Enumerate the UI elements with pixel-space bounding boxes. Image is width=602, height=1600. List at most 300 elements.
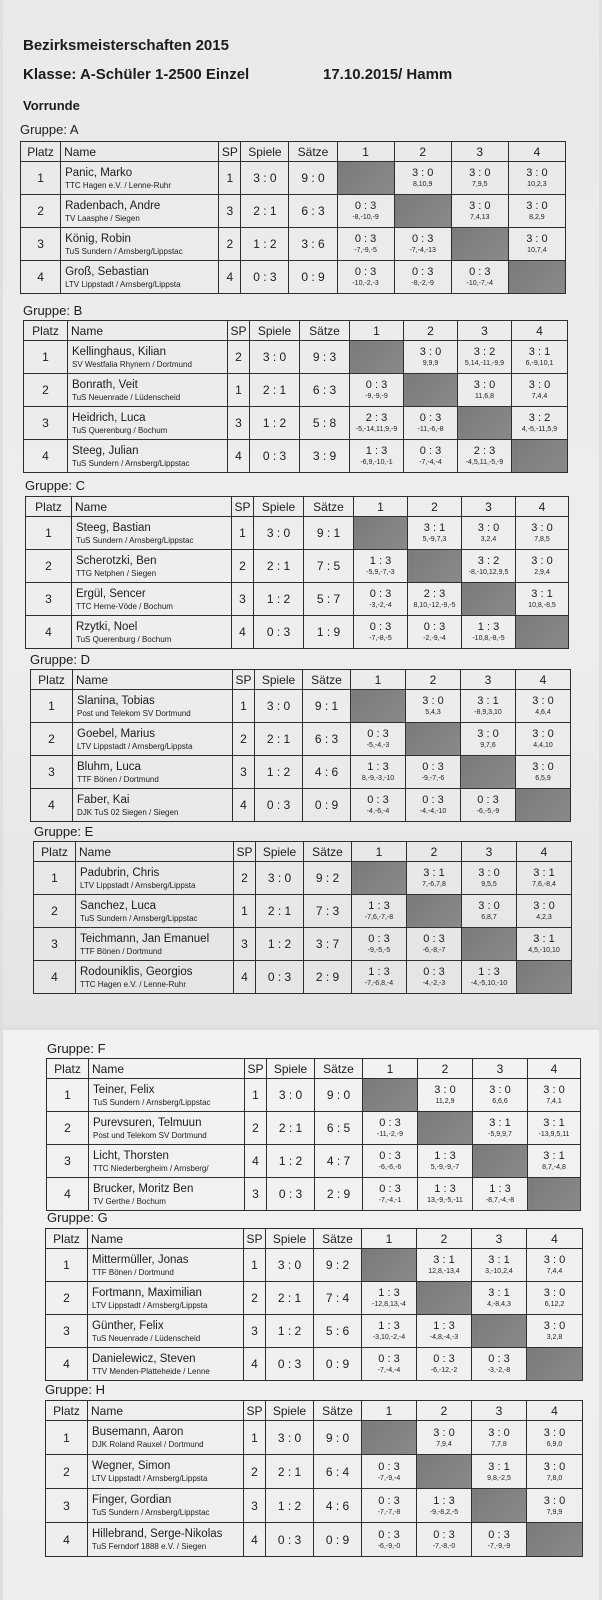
blocked-cell	[472, 1489, 527, 1523]
player-row	[24, 440, 568, 473]
player-name: Panic, Marko	[65, 166, 133, 179]
player-name: Padubrin, Chris	[80, 866, 160, 879]
match-set-details: -5,9,9,7	[488, 1131, 512, 1138]
col-spiele-header: Spiele	[256, 842, 304, 862]
platz-cell: 2	[34, 895, 76, 928]
games-cell: 3 : 0	[256, 862, 304, 895]
match-result-cell	[451, 195, 508, 228]
table-header-row	[21, 142, 566, 162]
col-platz-header: Platz	[46, 1229, 88, 1249]
platz-cell: 4	[24, 440, 68, 473]
match-set-details: 3,-10,2,4	[485, 1268, 513, 1275]
match-score: 2 : 3	[365, 412, 388, 424]
sets-cell: 6 : 3	[300, 374, 350, 407]
match-score: 0 : 3	[369, 588, 392, 600]
match-set-details: -9,-9,-9	[365, 393, 388, 400]
match-result-cell	[352, 895, 407, 928]
name-cell	[73, 723, 233, 756]
match-score: 0 : 3	[433, 1353, 455, 1365]
match-set-details: 10,7,4	[527, 247, 547, 254]
match-result-cell	[354, 583, 408, 616]
match-result-cell	[351, 789, 406, 822]
match-result-cell	[527, 1249, 583, 1282]
platz-cell: 4	[34, 961, 76, 994]
match-result-cell	[404, 440, 458, 473]
match-set-details: 7,4,1	[546, 1098, 562, 1105]
match-result-cell	[512, 341, 568, 374]
player-club: TuS Querenburg / Bochum	[76, 634, 172, 644]
name-cell	[88, 1523, 244, 1557]
player-row	[21, 261, 566, 294]
col-4-header: 4	[516, 670, 571, 690]
player-row	[31, 789, 571, 822]
platz-cell: 1	[47, 1079, 89, 1112]
player-row	[46, 1421, 583, 1455]
match-set-details: -3,10,-2,-4	[372, 1334, 406, 1341]
platz-cell: 4	[46, 1348, 88, 1381]
col-saetze-header: Sätze	[304, 497, 354, 517]
col-platz-header: Platz	[34, 842, 76, 862]
seed-cell: 1	[219, 162, 241, 195]
seed-cell: 2	[244, 1282, 266, 1315]
match-score: 3 : 0	[478, 900, 500, 912]
player-club: TV Gerthe / Bochum	[93, 1196, 166, 1206]
platz-cell: 1	[46, 1421, 88, 1455]
col-4-header: 4	[528, 1059, 581, 1079]
match-result-cell	[407, 862, 462, 895]
col-4-header: 4	[512, 321, 568, 341]
seed-cell: 3	[244, 1489, 266, 1523]
blocked-cell	[508, 261, 565, 294]
blocked-cell	[407, 895, 462, 928]
match-set-details: -7,-9,-5	[354, 247, 377, 254]
sets-cell: 3 : 6	[289, 228, 337, 261]
match-set-details: -4,-2,-3	[422, 980, 446, 987]
match-result-cell	[362, 1348, 417, 1381]
col-name-header: Name	[76, 842, 234, 862]
match-result-cell	[458, 440, 512, 473]
col-3-header: 3	[462, 842, 517, 862]
match-result-cell	[417, 1523, 472, 1557]
player-name: Steeg, Bastian	[76, 521, 151, 534]
match-result-cell	[461, 789, 516, 822]
player-name: Kellinghaus, Kilian	[72, 345, 166, 358]
player-row	[47, 1178, 581, 1211]
platz-cell: 2	[46, 1282, 88, 1315]
group-table	[45, 1400, 583, 1557]
seed-cell: 2	[245, 1112, 267, 1145]
col-3-header: 3	[472, 1401, 527, 1421]
seed-cell: 4	[245, 1145, 267, 1178]
blocked-cell	[404, 374, 458, 407]
match-score: 0 : 3	[422, 794, 444, 806]
match-set-details: -7,6,-7,-8	[364, 914, 394, 921]
match-result-cell	[337, 261, 394, 294]
blocked-cell	[458, 407, 512, 440]
platz-cell: 3	[26, 583, 72, 616]
player-name: Busemann, Aaron	[92, 1426, 184, 1438]
sets-cell: 4 : 7	[315, 1145, 363, 1178]
match-set-details: 7,8,0	[546, 1474, 563, 1482]
player-name: Steeg, Julian	[72, 444, 139, 457]
match-score: 0 : 3	[423, 933, 445, 945]
col-sp-header: SP	[244, 1401, 266, 1421]
match-score: 1 : 3	[477, 621, 500, 633]
games-cell: 2 : 1	[267, 1112, 315, 1145]
col-3-header: 3	[472, 1229, 527, 1249]
match-set-details: 9,8,-2,5	[487, 1474, 511, 1482]
games-cell: 0 : 3	[256, 961, 304, 994]
match-result-cell	[517, 895, 572, 928]
match-set-details: 6,8,7	[481, 914, 497, 921]
col-3-header: 3	[462, 497, 516, 517]
match-score: 3 : 1	[533, 867, 555, 879]
col-spiele-header: Spiele	[266, 1401, 314, 1421]
player-row	[31, 690, 571, 723]
player-club: TTG Netphen / Siegen	[76, 568, 157, 578]
group-label: Gruppe: B	[23, 303, 83, 318]
match-score: 0 : 3	[419, 412, 442, 424]
player-club: TuS Sundern / Arnsberg/Lippstac	[80, 913, 198, 923]
match-set-details: -5,-14,11,9,-9	[355, 426, 398, 433]
player-name: Radenbach, Andre	[65, 199, 161, 212]
match-set-details: 9,9,9	[422, 360, 439, 367]
group-table	[30, 669, 571, 822]
name-cell	[89, 1178, 245, 1211]
col-4-header: 4	[527, 1401, 583, 1421]
match-result-cell	[472, 1348, 527, 1381]
blocked-cell	[351, 690, 406, 723]
player-club: SV Westfalia Rhynern / Dortmund	[72, 359, 192, 369]
seed-cell: 2	[219, 228, 241, 261]
sets-cell: 9 : 1	[304, 517, 354, 550]
player-club: LTV Lippstadt / Arnsberg/Lippsta	[80, 880, 196, 890]
blocked-cell	[527, 1523, 583, 1557]
col-1-header: 1	[363, 1059, 418, 1079]
col-name-header: Name	[61, 142, 219, 162]
match-score: 3 : 0	[478, 867, 500, 879]
match-result-cell	[337, 228, 394, 261]
platz-cell: 1	[24, 341, 68, 374]
platz-cell: 1	[34, 862, 76, 895]
player-row	[21, 162, 566, 195]
player-club: TTC Niederbergheim / Arnsberg/	[93, 1163, 209, 1173]
blocked-cell	[363, 1079, 418, 1112]
name-cell	[89, 1079, 245, 1112]
seed-cell: 2	[233, 723, 255, 756]
match-set-details: 6,-9,10,1	[525, 360, 554, 367]
sets-cell: 9 : 2	[314, 1249, 362, 1282]
col-3-header: 3	[458, 321, 512, 341]
seed-cell: 3	[245, 1178, 267, 1211]
player-row	[46, 1315, 583, 1348]
player-name: Rodouniklis, Georgios	[80, 965, 193, 978]
games-cell: 1 : 2	[250, 407, 300, 440]
match-set-details: 9,7,6	[480, 742, 496, 749]
games-cell: 0 : 3	[241, 261, 289, 294]
player-name: Hillebrand, Serge-Nikolas	[92, 1528, 223, 1540]
match-score: 3 : 0	[526, 167, 548, 179]
match-score: 0 : 3	[368, 933, 390, 945]
match-set-details: -8,9,3,10	[474, 709, 502, 716]
blocked-cell	[528, 1178, 581, 1211]
games-cell: 2 : 1	[250, 374, 300, 407]
match-result-cell	[528, 1112, 581, 1145]
match-result-cell	[362, 1523, 417, 1557]
player-row	[24, 374, 568, 407]
seed-cell: 4	[244, 1348, 266, 1381]
blocked-cell	[517, 961, 572, 994]
player-name: Sanchez, Luca	[80, 899, 157, 912]
name-cell	[73, 789, 233, 822]
player-row	[47, 1112, 581, 1145]
seed-cell: 2	[232, 550, 254, 583]
player-name: Scherotzki, Ben	[76, 554, 157, 567]
match-result-cell	[462, 550, 516, 583]
player-row	[34, 961, 572, 994]
games-cell: 1 : 2	[241, 228, 289, 261]
games-cell: 2 : 1	[255, 723, 303, 756]
match-score: 3 : 1	[433, 1254, 455, 1266]
match-set-details: 4,2,3	[536, 914, 552, 921]
games-cell: 0 : 3	[267, 1178, 315, 1211]
blocked-cell	[512, 440, 568, 473]
blocked-cell	[451, 228, 508, 261]
match-set-details: 2,9,4	[534, 569, 550, 576]
player-name: Bonrath, Veit	[72, 378, 138, 391]
col-1-header: 1	[362, 1229, 417, 1249]
match-result-cell	[408, 517, 462, 550]
sets-cell: 4 : 6	[303, 756, 351, 789]
col-2-header: 2	[417, 1401, 472, 1421]
match-score: 3 : 0	[477, 522, 500, 534]
player-club: Post und Telekom SV Dortmund	[77, 708, 191, 718]
match-set-details: 7,8,5	[534, 536, 550, 543]
blocked-cell	[406, 723, 461, 756]
seed-cell: 3	[228, 407, 250, 440]
name-cell	[73, 756, 233, 789]
match-score: 3 : 1	[489, 1117, 511, 1129]
name-cell	[88, 1282, 244, 1315]
match-score: 0 : 3	[488, 1353, 510, 1365]
match-score: 0 : 3	[422, 761, 444, 773]
match-result-cell	[408, 583, 462, 616]
match-result-cell	[462, 616, 516, 649]
match-set-details: 3,2,8	[546, 1334, 563, 1341]
col-name-header: Name	[89, 1059, 245, 1079]
platz-cell: 2	[46, 1455, 88, 1489]
match-score: 3 : 0	[543, 1460, 566, 1473]
match-score: 0 : 3	[411, 266, 434, 278]
match-set-details: 6,6,6	[492, 1098, 508, 1105]
match-set-details: -6,-12,-2	[430, 1367, 458, 1374]
match-score: 0 : 3	[411, 233, 434, 245]
col-name-header: Name	[72, 497, 232, 517]
match-set-details: -7,-9,-9	[487, 1542, 511, 1550]
match-score: 3 : 1	[423, 522, 446, 534]
sets-cell: 3 : 9	[300, 440, 350, 473]
platz-cell: 2	[47, 1112, 89, 1145]
sets-cell: 0 : 9	[289, 261, 337, 294]
match-set-details: -4,-6,-4	[366, 808, 390, 815]
match-result-cell	[362, 1282, 417, 1315]
player-name: Bluhm, Luca	[77, 760, 141, 773]
match-result-cell	[351, 756, 406, 789]
match-result-cell	[394, 228, 451, 261]
col-name-header: Name	[88, 1401, 244, 1421]
player-club: TuS Sundern / Arnsberg/Lippstac	[76, 535, 194, 545]
match-score: 3 : 0	[543, 1320, 566, 1332]
match-set-details: 7,4,4	[546, 1268, 563, 1275]
match-result-cell	[462, 862, 517, 895]
sets-cell: 2 : 9	[304, 961, 352, 994]
match-set-details: 10,2,3	[527, 181, 547, 188]
games-cell: 0 : 3	[250, 440, 300, 473]
seed-cell: 3	[244, 1315, 266, 1348]
match-result-cell	[516, 550, 569, 583]
match-result-cell	[352, 961, 407, 994]
name-cell	[76, 862, 234, 895]
match-score: 3 : 0	[488, 1426, 510, 1439]
match-set-details: -4,5,11,-5,-9	[465, 459, 504, 466]
match-result-cell	[462, 517, 516, 550]
sets-cell: 9 : 1	[303, 690, 351, 723]
table-header-row	[46, 1401, 583, 1421]
match-set-details: -10,-7,-4	[466, 280, 493, 287]
match-set-details: 5,14,-11,-9,9	[464, 360, 505, 367]
match-set-details: -7,-4,-4	[419, 459, 442, 466]
match-result-cell	[458, 374, 512, 407]
group-label: Gruppe: F	[47, 1041, 106, 1056]
match-score: 3 : 1	[543, 1150, 565, 1162]
match-set-details: 4,-5,-11,5,9	[521, 426, 558, 433]
col-1-header: 1	[352, 842, 407, 862]
player-name: Finger, Gordian	[92, 1494, 172, 1506]
match-score: 3 : 1	[533, 933, 555, 945]
match-score: 3 : 2	[528, 412, 551, 424]
platz-cell: 4	[26, 616, 72, 649]
player-club: TuS Neuenrade / Lüdenscheid	[72, 392, 181, 402]
match-set-details: 12,8,-13,4	[428, 1268, 460, 1275]
col-2-header: 2	[404, 321, 458, 341]
match-score: 1 : 3	[433, 1320, 455, 1332]
player-row	[31, 723, 571, 756]
match-set-details: -3,-2,-8	[487, 1367, 511, 1374]
name-cell	[89, 1145, 245, 1178]
player-club: TuS Sundern / Arnsberg/Lippstac	[65, 246, 183, 256]
player-row	[31, 756, 571, 789]
table-header-row	[47, 1059, 581, 1079]
round-label: Vorrunde	[23, 98, 80, 113]
blocked-cell	[350, 341, 404, 374]
match-set-details: -7,-6,8,-4	[364, 980, 394, 987]
platz-cell: 4	[47, 1178, 89, 1211]
player-row	[26, 550, 569, 583]
match-score: 3 : 0	[526, 200, 548, 212]
match-score: 3 : 2	[477, 555, 500, 567]
name-cell	[61, 195, 219, 228]
match-set-details: -3,-2,-4	[369, 602, 392, 609]
player-row	[34, 928, 572, 961]
match-result-cell	[394, 162, 451, 195]
group-label: Gruppe: A	[20, 122, 79, 137]
seed-cell: 4	[228, 440, 250, 473]
name-cell	[72, 616, 232, 649]
blocked-cell	[352, 862, 407, 895]
player-name: Brucker, Moritz Ben	[93, 1182, 194, 1195]
match-result-cell	[362, 1489, 417, 1523]
blocked-cell	[417, 1455, 472, 1489]
player-club: TV Laasphe / Siegen	[65, 213, 140, 223]
player-row	[21, 195, 566, 228]
games-cell: 2 : 1	[256, 895, 304, 928]
player-club: TTF Bönen / Dortmund	[80, 946, 162, 956]
match-result-cell	[394, 261, 451, 294]
match-set-details: -10,-2,-3	[352, 280, 379, 287]
player-name: Mittermüller, Jonas	[92, 1253, 189, 1266]
games-cell: 3 : 0	[254, 517, 304, 550]
match-set-details: -7,-4,-13	[409, 247, 436, 254]
sets-cell: 4 : 6	[314, 1489, 362, 1523]
match-score: 0 : 3	[378, 1528, 400, 1541]
match-set-details: 7,4,13	[470, 214, 490, 221]
player-club: TTF Bönen / Dortmund	[92, 1267, 174, 1277]
match-score: 1 : 3	[378, 1320, 400, 1332]
match-result-cell	[417, 1249, 472, 1282]
match-set-details: -9,-7,-6	[421, 775, 445, 782]
sets-cell: 0 : 9	[303, 789, 351, 822]
seed-cell: 3	[233, 756, 255, 789]
player-row	[46, 1348, 583, 1381]
match-result-cell	[516, 583, 569, 616]
match-score: 3 : 0	[531, 522, 553, 534]
col-spiele-header: Spiele	[254, 497, 304, 517]
match-set-details: 4,5,-10,10	[528, 947, 560, 954]
player-row	[46, 1489, 583, 1523]
group-label: Gruppe: G	[47, 1210, 108, 1225]
col-2-header: 2	[417, 1229, 472, 1249]
match-score: 2 : 3	[473, 445, 496, 457]
col-platz-header: Platz	[46, 1401, 88, 1421]
player-club: TuS Querenburg / Bochum	[72, 425, 168, 435]
name-cell	[68, 440, 228, 473]
games-cell: 3 : 0	[241, 162, 289, 195]
match-score: 3 : 0	[543, 1494, 566, 1507]
games-cell: 2 : 1	[254, 550, 304, 583]
seed-cell: 1	[234, 895, 256, 928]
match-score: 1 : 3	[365, 445, 388, 457]
col-sp-header: SP	[245, 1059, 267, 1079]
group-table	[20, 141, 566, 294]
sets-cell: 7 : 4	[314, 1282, 362, 1315]
match-set-details: 5,4,3	[425, 709, 441, 716]
match-result-cell	[528, 1145, 581, 1178]
match-score: 1 : 3	[378, 1287, 400, 1299]
player-club: Post und Telekom SV Dortmund	[93, 1130, 207, 1140]
player-row	[46, 1249, 583, 1282]
platz-cell: 4	[21, 261, 61, 294]
match-score: 1 : 3	[367, 761, 389, 773]
seed-cell: 3	[232, 583, 254, 616]
match-set-details: 11,6,8	[475, 393, 494, 400]
match-set-details: -4,-4,-10	[419, 808, 447, 815]
col-saetze-header: Sätze	[315, 1059, 363, 1079]
match-set-details: -6,-6,-6	[378, 1164, 402, 1171]
platz-cell: 3	[24, 407, 68, 440]
games-cell: 1 : 2	[266, 1315, 314, 1348]
games-cell: 3 : 0	[266, 1249, 314, 1282]
match-score: 1 : 3	[489, 1183, 511, 1195]
